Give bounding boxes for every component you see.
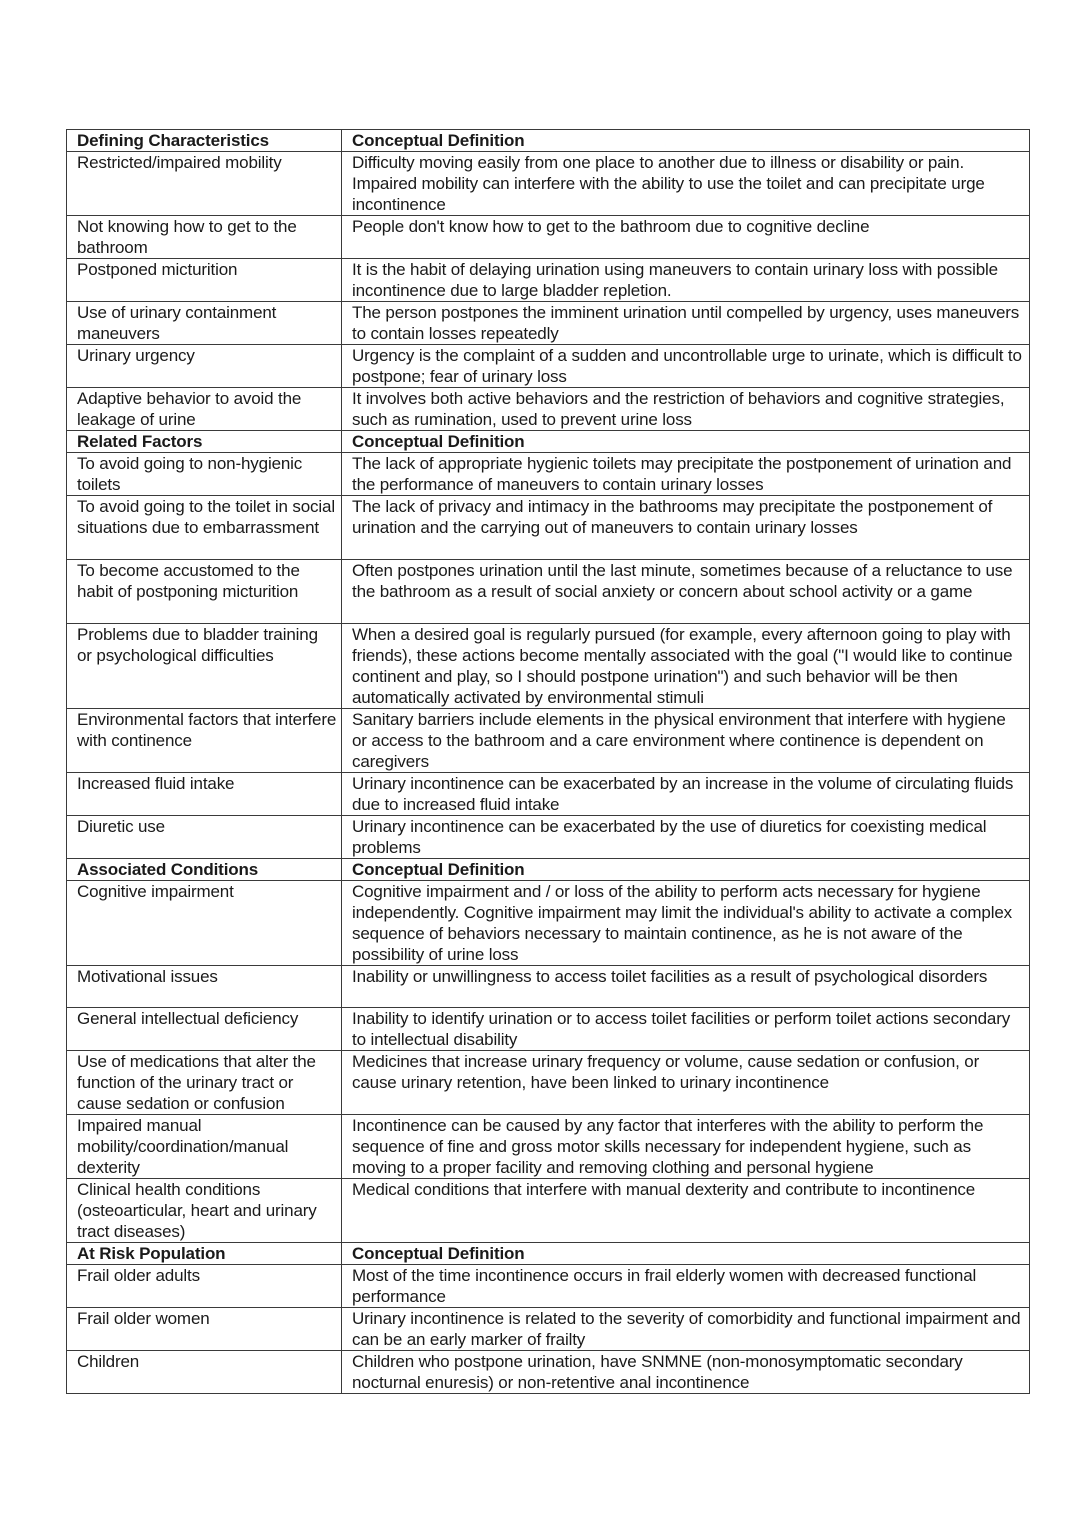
column-title: Conceptual Definition bbox=[342, 431, 1030, 453]
term-cell: Frail older adults bbox=[67, 1265, 342, 1308]
definition-cell: Cognitive impairment and / or loss of the ability to perform acts necessary for hygiene independently. Cognitive impairment may limit the individual's ability to activate a complex sequence of behaviors necessary to maintain continence, as he is not aware of the possibility of urine loss bbox=[342, 881, 1030, 966]
definition-cell: People don't know how to get to the bathroom due to cognitive decline bbox=[342, 216, 1030, 259]
column-title: Conceptual Definition bbox=[342, 1243, 1030, 1265]
term-cell: Postponed micturition bbox=[67, 259, 342, 302]
table-row bbox=[67, 881, 1030, 966]
term-cell: Use of medications that alter the function of the urinary tract or cause sedation or confusion bbox=[67, 1051, 342, 1115]
column-title: Conceptual Definition bbox=[342, 130, 1030, 152]
term-cell: Environmental factors that interfere with continence bbox=[67, 709, 342, 773]
definition-cell: Urinary incontinence can be exacerbated by the use of diuretics for coexisting medical problems bbox=[342, 816, 1030, 859]
term-cell: Frail older women bbox=[67, 1308, 342, 1351]
definitions-table bbox=[66, 129, 1030, 1394]
table-row bbox=[67, 773, 1030, 816]
definition-cell: Inability or unwillingness to access toilet facilities as a result of psychological disorders bbox=[342, 966, 1030, 1008]
definition-cell: Inability to identify urination or to access toilet facilities or perform toilet actions secondary to intellectual disability bbox=[342, 1008, 1030, 1051]
definition-cell: It is the habit of delaying urination using maneuvers to contain urinary loss with possible incontinence due to large bladder repletion. bbox=[342, 259, 1030, 302]
definitions-table-body bbox=[67, 130, 1030, 1394]
section-header-defining-characteristics bbox=[67, 130, 1030, 152]
section-header-at-risk-population bbox=[67, 1243, 1030, 1265]
definition-cell: When a desired goal is regularly pursued (for example, every afternoon going to play with friends), these actions become mentally associated with the goal ("I would like to continue continent and play, so I should postpone urination") and such behavior will be then automatically activated by environmental stimuli bbox=[342, 624, 1030, 709]
definition-cell: Urgency is the complaint of a sudden and uncontrollable urge to urinate, which is difficult to postpone; fear of urinary loss bbox=[342, 345, 1030, 388]
definition-cell: Most of the time incontinence occurs in frail elderly women with decreased functional performance bbox=[342, 1265, 1030, 1308]
section-title: At Risk Population bbox=[67, 1243, 342, 1265]
table-row bbox=[67, 1308, 1030, 1351]
section-title: Associated Conditions bbox=[67, 859, 342, 881]
term-cell: Urinary urgency bbox=[67, 345, 342, 388]
table-row bbox=[67, 453, 1030, 496]
definition-cell: Medicines that increase urinary frequency or volume, cause sedation or confusion, or cause urinary retention, have been linked to urinary incontinence bbox=[342, 1051, 1030, 1115]
definition-cell: Often postpones urination until the last minute, sometimes because of a reluctance to use the bathroom as a result of social anxiety or concern about school activity or a game bbox=[342, 560, 1030, 624]
definition-cell: Urinary incontinence can be exacerbated by an increase in the volume of circulating fluids due to increased fluid intake bbox=[342, 773, 1030, 816]
table-row bbox=[67, 1265, 1030, 1308]
table-row bbox=[67, 560, 1030, 624]
section-header-associated-conditions bbox=[67, 859, 1030, 881]
table-row bbox=[67, 966, 1030, 1008]
term-cell: Adaptive behavior to avoid the leakage of urine bbox=[67, 388, 342, 431]
table-row bbox=[67, 1179, 1030, 1243]
term-cell: Increased fluid intake bbox=[67, 773, 342, 816]
definition-cell: Medical conditions that interfere with manual dexterity and contribute to incontinence bbox=[342, 1179, 1030, 1243]
section-header-related-factors bbox=[67, 431, 1030, 453]
definition-cell: The lack of appropriate hygienic toilets may precipitate the postponement of urination and the performance of maneuvers to contain urinary losses bbox=[342, 453, 1030, 496]
term-cell: Use of urinary containment maneuvers bbox=[67, 302, 342, 345]
term-cell: Not knowing how to get to the bathroom bbox=[67, 216, 342, 259]
term-cell: To become accustomed to the habit of postponing micturition bbox=[67, 560, 342, 624]
term-cell: Impaired manual mobility/coordination/manual dexterity bbox=[67, 1115, 342, 1179]
table-row bbox=[67, 388, 1030, 431]
term-cell: Diuretic use bbox=[67, 816, 342, 859]
table-row bbox=[67, 1051, 1030, 1115]
term-cell: Children bbox=[67, 1351, 342, 1394]
section-title: Defining Characteristics bbox=[67, 130, 342, 152]
term-cell: Restricted/impaired mobility bbox=[67, 152, 342, 216]
term-cell: Problems due to bladder training or psychological difficulties bbox=[67, 624, 342, 709]
term-cell: Motivational issues bbox=[67, 966, 342, 1008]
table-row bbox=[67, 259, 1030, 302]
document-page bbox=[66, 129, 1029, 1394]
term-cell: General intellectual deficiency bbox=[67, 1008, 342, 1051]
table-row bbox=[67, 216, 1030, 259]
term-cell: Clinical health conditions (osteoarticular, heart and urinary tract diseases) bbox=[67, 1179, 342, 1243]
definition-cell: The person postpones the imminent urination until compelled by urgency, uses maneuvers to contain losses repeatedly bbox=[342, 302, 1030, 345]
definition-cell: Urinary incontinence is related to the severity of comorbidity and functional impairment and can be an early marker of frailty bbox=[342, 1308, 1030, 1351]
definition-cell: Children who postpone urination, have SNMNE (non-monosymptomatic secondary nocturnal enuresis) or non-retentive anal incontinence bbox=[342, 1351, 1030, 1394]
table-row bbox=[67, 152, 1030, 216]
table-row bbox=[67, 816, 1030, 859]
table-row bbox=[67, 1351, 1030, 1394]
section-title: Related Factors bbox=[67, 431, 342, 453]
column-title: Conceptual Definition bbox=[342, 859, 1030, 881]
definition-cell: Incontinence can be caused by any factor that interferes with the ability to perform the sequence of fine and gross motor skills necessary for independent hygiene, such as moving to a proper facility and removing clothing and personal hygiene bbox=[342, 1115, 1030, 1179]
definition-cell: Sanitary barriers include elements in the physical environment that interfere with hygiene or access to the bathroom and a care environment where continence is dependent on caregivers bbox=[342, 709, 1030, 773]
table-row bbox=[67, 1008, 1030, 1051]
definition-cell: The lack of privacy and intimacy in the bathrooms may precipitate the postponement of urination and the carrying out of maneuvers to contain urinary losses bbox=[342, 496, 1030, 560]
table-row bbox=[67, 1115, 1030, 1179]
definition-cell: It involves both active behaviors and the restriction of behaviors and cognitive strategies, such as rumination, used to prevent urine loss bbox=[342, 388, 1030, 431]
definition-cell: Difficulty moving easily from one place to another due to illness or disability or pain. Impaired mobility can interfere with the ability to use the toilet and can precipitate urge incontinence bbox=[342, 152, 1030, 216]
term-cell: To avoid going to non-hygienic toilets bbox=[67, 453, 342, 496]
table-row bbox=[67, 302, 1030, 345]
term-cell: Cognitive impairment bbox=[67, 881, 342, 966]
table-row bbox=[67, 496, 1030, 560]
table-row bbox=[67, 709, 1030, 773]
table-row bbox=[67, 345, 1030, 388]
table-row bbox=[67, 624, 1030, 709]
term-cell: To avoid going to the toilet in social situations due to embarrassment bbox=[67, 496, 342, 560]
